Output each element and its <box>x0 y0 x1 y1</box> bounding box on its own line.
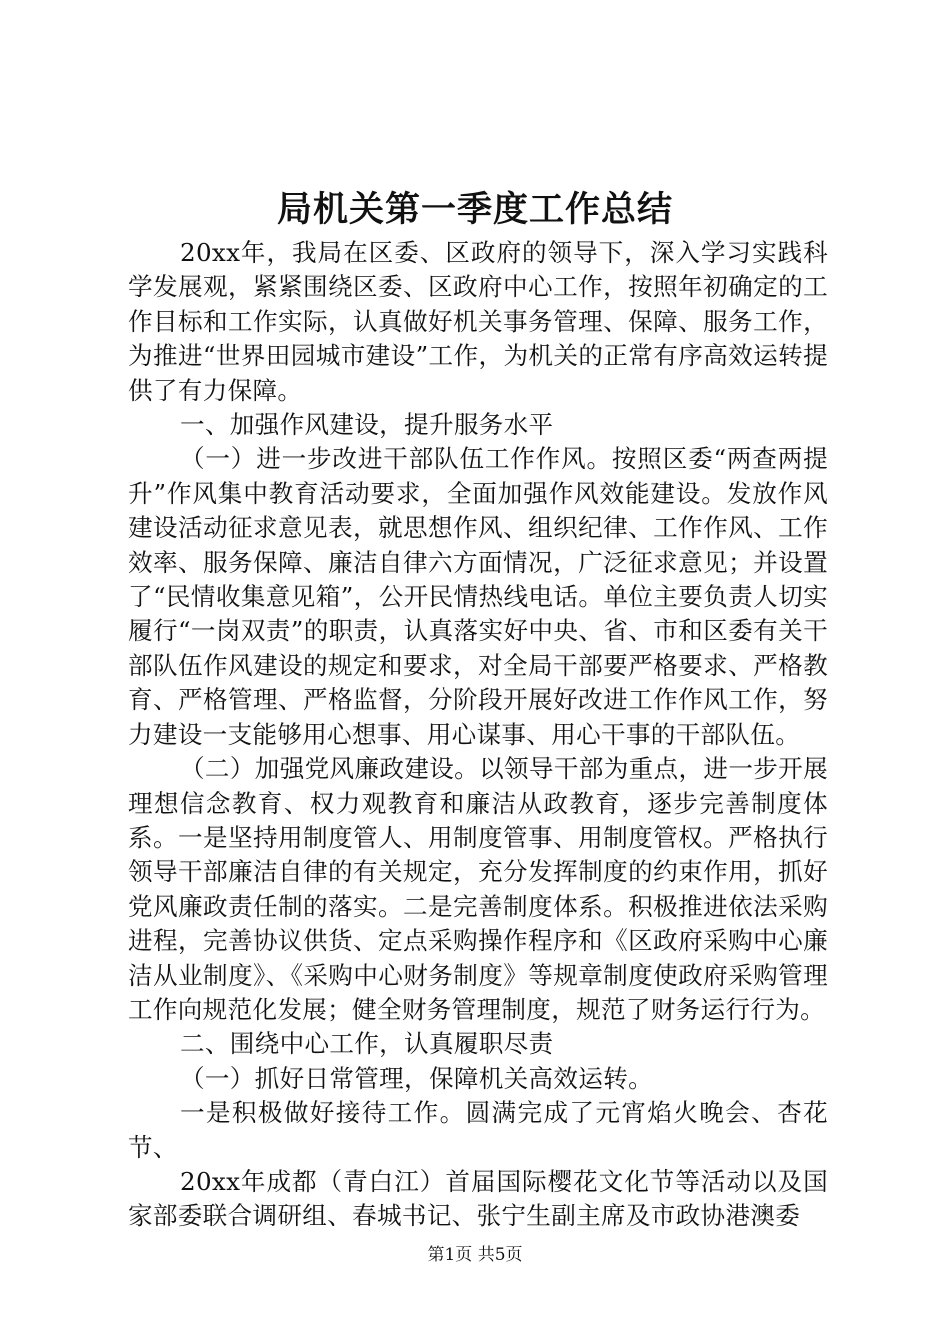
paragraph-intro: 20xx年，我局在区委、区政府的领导下，深入学习实践科学发展观，紧紧围绕区委、区政府中心工作，按照年初确定的工作目标和工作实际，认真做好机关事务管理、保障、服务工作，为推进“世界田园城市建设”工作，为机关的正常有序高效运转提供了有力保障。 <box>128 238 828 405</box>
paragraph-1-2: （二）加强党风廉政建设。以领导干部为重点，进一步开展理想信念教育、权力观教育和廉洁从政教育，逐步完善制度体系。一是坚持用制度管人、用制度管事、用制度管权。严格执行领导干部廉洁自律的有关规定，充分发挥制度的约束作用，抓好党风廉政责任制的落实。二是完善制度体系。积极推进依法采购进程，完善协议供货、定点采购操作程序和《区政府采购中心廉洁从业制度》、《采购中心财务制度》等规章制度使政府采购管理工作向规范化发展；健全财务管理制度，规范了财务运行行为。 <box>128 754 828 1024</box>
section-heading-2: 二、围绕中心工作，认真履职尽责 <box>180 1029 554 1059</box>
section-heading-1: 一、加强作风建设，提升服务水平 <box>180 410 554 440</box>
paragraph-2-1: （一）抓好日常管理，保障机关高效运转。 <box>180 1063 653 1093</box>
paragraph-1-1: （一）进一步改进干部队伍工作作风。按照区委“两查两提升”作风集中教育活动要求，全面加强作风效能建设。发放作风建设活动征求意见表，就思想作风、组织纪律、工作作风、工作效率、服务保障、廉洁自律六方面情况，广泛征求意见；并设置了“民情收集意见箱”，公开民情热线电话。单位主要负责人切实履行“一岗双责”的职责，认真落实好中央、省、市和区委有关干部队伍作风建设的规定和要求，对全局干部要严格要求、严格教育、严格管理、严格监督，分阶段开展好改进工作作风工作，努力建设一支能够用心想事、用心谋事、用心干事的干部队伍。 <box>128 444 828 749</box>
document-title: 局机关第一季度工作总结 <box>276 189 673 230</box>
page-footer: 第1页 共5页 <box>427 1245 523 1265</box>
paragraph-2-1-b: 20xx年成都（青白江）首届国际樱花文化节等活动以及国家部委联合调研组、春城书记、张宁生副主席及市政协港澳委 <box>128 1166 828 1231</box>
document-body <box>128 236 828 1234</box>
paragraph-2-1-a: 一是积极做好接待工作。圆满完成了元宵焰火晚会、杏花节、 <box>128 1098 828 1162</box>
